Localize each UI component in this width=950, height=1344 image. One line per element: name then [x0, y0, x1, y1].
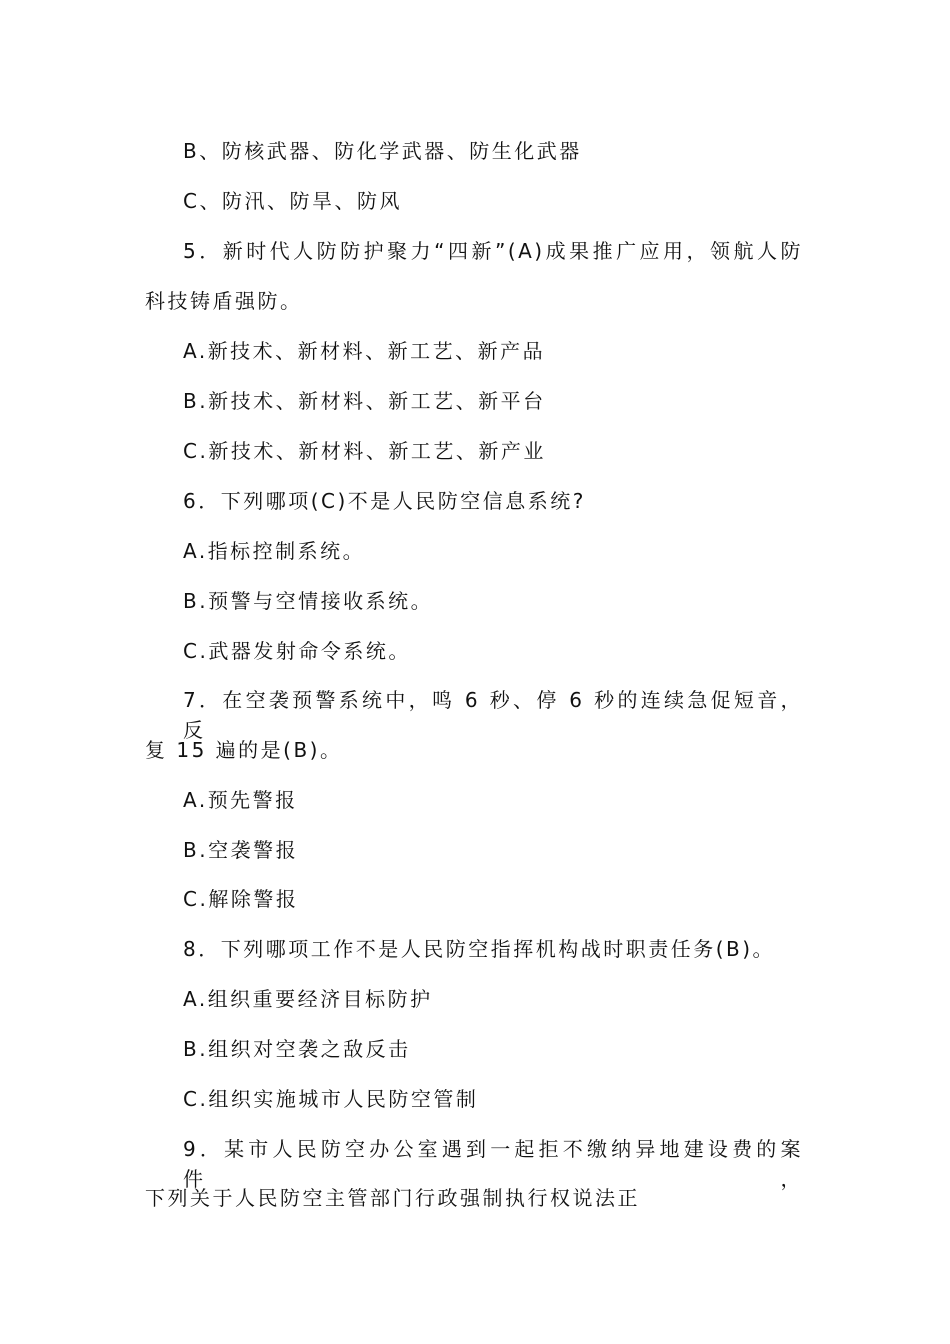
option-a-q6: A.指标控制系统。	[183, 539, 366, 563]
option-a-q5: A.新技术、新材料、新工艺、新产品	[183, 339, 546, 363]
question-9: 9．某市人民防空办公室遇到一起拒不缴纳异地建设费的案件，	[183, 1137, 803, 1191]
question-9-continued: 下列关于人民防空主管部门行政强制执行权说法正	[145, 1186, 640, 1210]
option-a-q8: A.组织重要经济目标防护	[183, 987, 433, 1011]
option-a-q7: A.预先警报	[183, 788, 298, 812]
option-c-q5: C.新技术、新材料、新工艺、新产业	[183, 439, 546, 463]
question-5-continued: 科技铸盾强防。	[145, 289, 303, 313]
question-7-continued: 复 15 遍的是(B)。	[145, 738, 343, 762]
option-c-q6: C.武器发射命令系统。	[183, 639, 411, 663]
option-b-q8: B.组织对空袭之敌反击	[183, 1037, 411, 1061]
option-b-q7: B.空袭警报	[183, 838, 299, 862]
option-c-q4: C、防汛、防旱、防风	[183, 189, 402, 213]
question-7: 7．在空袭预警系统中，鸣 6 秒、停 6 秒的连续急促短音，反	[183, 688, 803, 742]
option-b-q6: B.预警与空情接收系统。	[183, 589, 434, 613]
question-8: 8．下列哪项工作不是人民防空指挥机构战时职责任务(B)。	[183, 937, 776, 961]
option-b-q4: B、防核武器、防化学武器、防生化武器	[183, 139, 582, 163]
option-c-q8: C.组织实施城市人民防空管制	[183, 1087, 479, 1111]
option-c-q7: C.解除警报	[183, 887, 299, 911]
question-5: 5．新时代人防防护聚力“四新”(A)成果推广应用，领航人防	[183, 239, 803, 263]
question-6: 6．下列哪项(C)不是人民防空信息系统?	[183, 489, 586, 513]
option-b-q5: B.新技术、新材料、新工艺、新平台	[183, 389, 546, 413]
